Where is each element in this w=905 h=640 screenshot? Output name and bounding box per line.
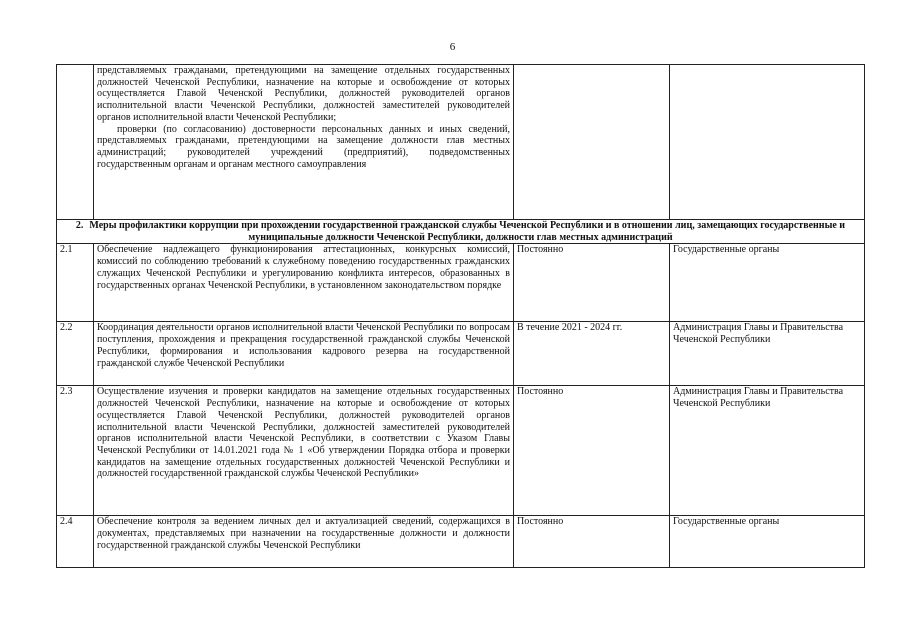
row-number: 2.4 — [57, 516, 94, 568]
num-cell — [57, 65, 94, 220]
measure-text: Обеспечение надлежащего функционирования аттестационных, конкурсных комиссий, комиссий по соблюдению требований к служебному поведению государственных гражданских служащих Чеченской Республики и урегулированию конфликта интересов, образованных в государственных органах Чеченской Республики, в установленном законодательством порядке — [97, 244, 510, 291]
measure-text: Координация деятельности органов исполнительной власти Чеченской Республики по вопросам поступления, прохождения и прекращения государственной гражданской службы Чеченской Республики, формирования и использования кадрового резерва на государственной гражданской службе Чеченской Республики — [97, 322, 510, 369]
executor-cell: Государственные органы — [670, 244, 865, 322]
table-row-continuation — [57, 65, 865, 220]
row-number: 2.2 — [57, 322, 94, 386]
measure-text-cell — [94, 65, 514, 220]
measure-text-cell — [94, 386, 514, 516]
measure-text-cell — [94, 322, 514, 386]
row-number: 2.3 — [57, 386, 94, 516]
section-number: 2. — [75, 220, 84, 231]
executor-cell: Государственные органы — [670, 516, 865, 568]
section-header-row — [57, 220, 865, 244]
term-cell — [514, 65, 670, 220]
measures-table — [56, 64, 865, 568]
term-cell: В течение 2021 - 2024 гг. — [514, 322, 670, 386]
section-header — [57, 220, 865, 244]
section-title: Меры профилактики коррупции при прохождении государственной гражданской службы Чеченской Республики и в отношении лиц, замещающих государственные и муниципальные должности Чеченской Республики, должности глав местных администраций — [89, 220, 846, 243]
measure-text-cell — [94, 244, 514, 322]
table-row — [57, 386, 865, 516]
continuation-paragraph-1: представляемых гражданами, претендующими на замещение отдельных государственных должностей Чеченской Республики, назначение на которые и освобождение от которых осуществляется Главой Чеченской Республики, должностей руководителей органов исполнительной власти Чеченской Республики, должностей заместителей руководителей органов исполнительной власти Чеченской Республики; — [97, 65, 510, 123]
executor-cell — [670, 65, 865, 220]
measure-text: Осуществление изучения и проверки кандидатов на замещение отдельных государственных должностей Чеченской Республики, назначение на которые и освобождение от которых осуществляется Главой Чеченской Республики, должностей руководителей органов исполнительной власти Чеченской Республики, должностей заместителей руководителей органов исполнительной власти Чеченской Республики, в соответствии с Указом Главы Чеченской Республики от 14.01.2021 года № 1 «Об утверждении Порядка отбора и проверки кандидатов на замещение отдельных государственных должностей Чеченской Республики и должностей государственной гражданской службы Чеченской Республики» — [97, 386, 510, 480]
term-cell: Постоянно — [514, 244, 670, 322]
table-row — [57, 516, 865, 568]
executor-cell: Администрация Главы и Правительства Чеченской Республики — [670, 386, 865, 516]
continuation-paragraph-2: проверки (по согласованию) достоверности персональных данных и иных сведений, представляемых гражданами, претендующими на замещение должности глав местных администраций; руководителей учреждений (предприятий), подведомственных государственным органам и органам местного самоуправления — [97, 123, 510, 170]
page-number: 6 — [449, 41, 456, 53]
measure-text: Обеспечение контроля за ведением личных дел и актуализацией сведений, содержащихся в документах, представляемых при назначении на государственные должности и должности государственной гражданской службы Чеченской Республики — [97, 516, 510, 551]
table-row — [57, 244, 865, 322]
row-number: 2.1 — [57, 244, 94, 322]
executor-cell: Администрация Главы и Правительства Чеченской Республики — [670, 322, 865, 386]
table-row — [57, 322, 865, 386]
term-cell: Постоянно — [514, 386, 670, 516]
measure-text-cell — [94, 516, 514, 568]
term-cell: Постоянно — [514, 516, 670, 568]
